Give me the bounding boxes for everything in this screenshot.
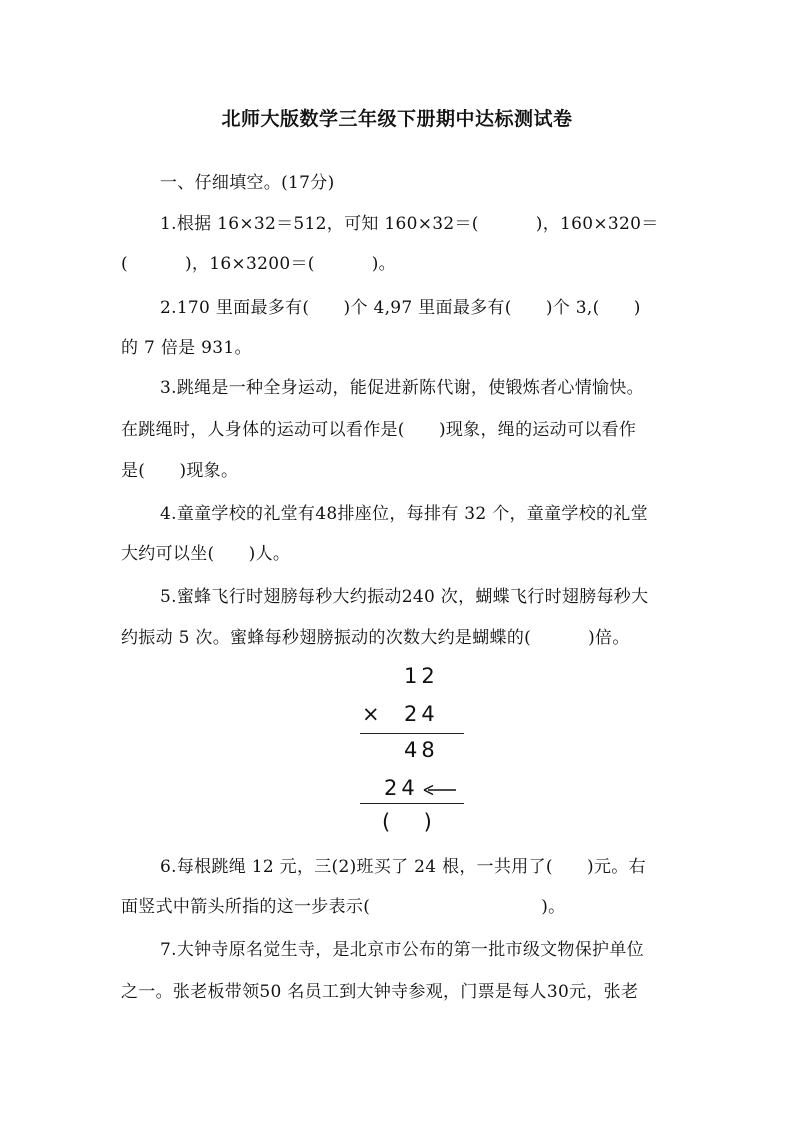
calc-multiplier: 24 bbox=[404, 702, 439, 726]
q4-line2: 大约可以坐( )人。 bbox=[121, 544, 291, 564]
page-title: 北师大版数学三年级下册期中达标测试卷 bbox=[221, 108, 573, 130]
q5-line1: 5.蜜蜂飞行时翅膀每秒大约振动240 次，蝴蝶飞行时翅膀每秒大 bbox=[160, 587, 649, 607]
q2-line2: 的 7 倍是 931。 bbox=[121, 338, 252, 358]
calc-partial-2: 24 bbox=[384, 776, 419, 800]
q7-line2: 之一。张老板带领50 名员工到大钟寺参观，门票是每人30元，张老 bbox=[121, 982, 639, 1002]
q1-line2: ( )，16×3200＝( )。 bbox=[121, 254, 396, 274]
calc-answer-blank: ( ) bbox=[382, 810, 432, 834]
q3-line3: 是( )现象。 bbox=[121, 461, 239, 481]
q7-line1: 7.大钟寺原名觉生寺，是北京市公布的第一批市级文物保护单位 bbox=[160, 940, 644, 960]
q4-line1: 4.童童学校的礼堂有48排座位，每排有 32 个，童童学校的礼堂 bbox=[160, 504, 648, 524]
q6-line1: 6.每根跳绳 12 元，三(2)班买了 24 根，一共用了( )元。右 bbox=[160, 857, 646, 877]
calc-times-sign: × bbox=[362, 702, 384, 726]
q1-line1: 1.根据 16×32＝512，可知 160×32＝( )，160×320＝ bbox=[160, 214, 659, 234]
calc-rule-1 bbox=[360, 733, 464, 734]
q3-line2: 在跳绳时，人身体的运动可以看作是( )现象，绳的运动可以看作 bbox=[121, 420, 637, 440]
q3-line1: 3.跳绳是一种全身运动，能促进新陈代谢，使锻炼者心情愉快。 bbox=[160, 378, 644, 398]
vertical-multiplication bbox=[360, 662, 464, 840]
calc-multiplicand: 12 bbox=[404, 664, 439, 688]
q6-line2: 面竖式中箭头所指的这一步表示( )。 bbox=[121, 897, 566, 917]
section-heading: 一、仔细填空。(17分) bbox=[160, 173, 335, 193]
q2-line1: 2.170 里面最多有( )个 4,97 里面最多有( )个 3,( ) bbox=[160, 298, 641, 318]
q5-line2: 约振动 5 次。蜜蜂每秒翅膀振动的次数大约是蝴蝶的( )倍。 bbox=[121, 628, 630, 648]
calc-partial-1: 48 bbox=[404, 738, 439, 762]
arrow-left-icon bbox=[422, 783, 458, 797]
calc-rule-2 bbox=[360, 803, 464, 804]
